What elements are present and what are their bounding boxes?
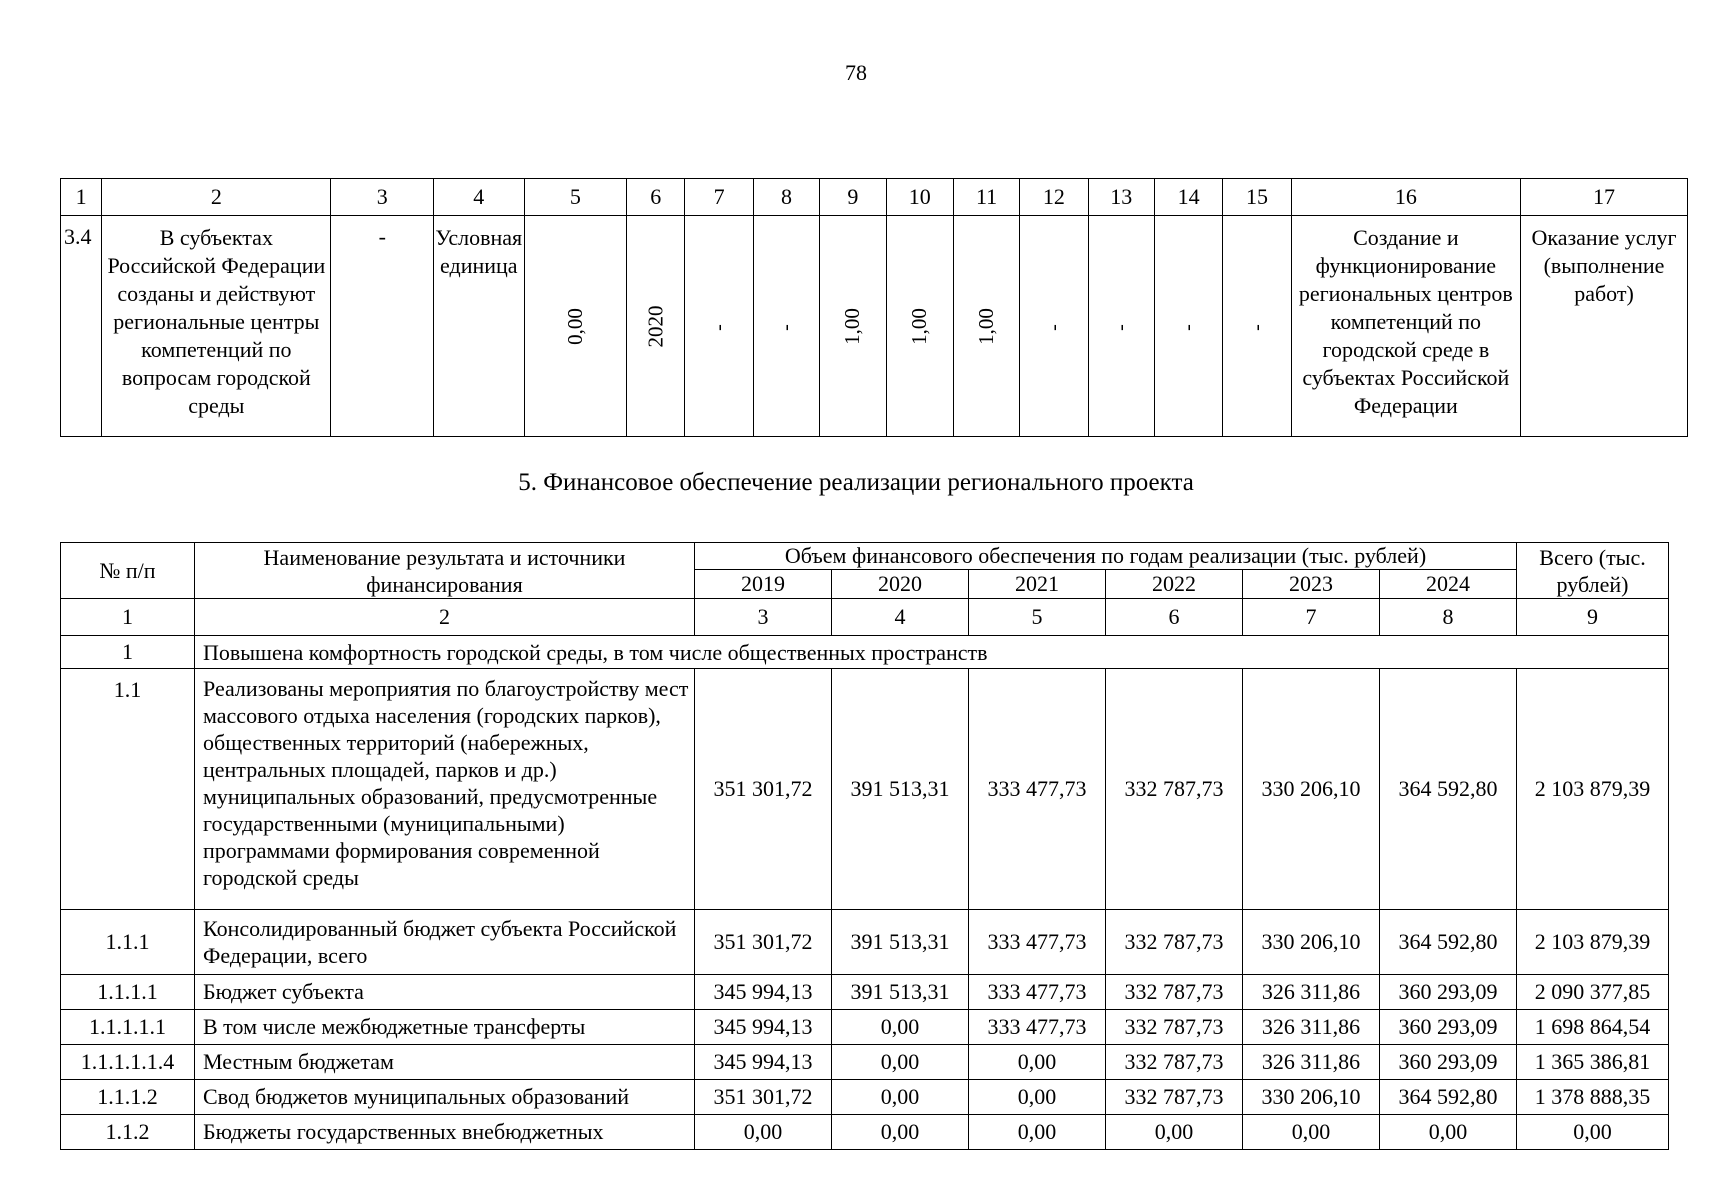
header-year: 2023: [1243, 570, 1380, 599]
row-number: 1.1.1.1.1: [61, 1010, 195, 1045]
value-cell: 360 293,09: [1380, 975, 1517, 1010]
value-cell: 364 592,80: [1380, 910, 1517, 975]
result-year: 2020: [643, 305, 668, 348]
header-cell: 11: [953, 179, 1019, 216]
value-cell: 0,00: [832, 1115, 969, 1150]
result-value: -: [1109, 324, 1132, 331]
header-name: Наименование результата и источники финансирования: [195, 543, 695, 599]
header-cell: 5: [524, 179, 627, 216]
total-cell: 1 365 386,81: [1517, 1045, 1669, 1080]
value-cell: 391 513,31: [832, 910, 969, 975]
page-number: 78: [845, 60, 867, 85]
header-total: Всего (тыс. рублей): [1517, 543, 1669, 599]
result-cell: [627, 216, 685, 437]
finance-header-row: [61, 543, 1669, 570]
result-cell: [1154, 216, 1222, 437]
result-value: -: [1042, 324, 1065, 331]
section-title: 5. Финансовое обеспечение реализации регионального проекта: [518, 469, 1194, 496]
value-cell: 0,00: [832, 1010, 969, 1045]
result-value: -: [774, 324, 797, 331]
result-unit: Условная единица: [434, 216, 525, 437]
result-cell: [820, 216, 886, 437]
value-cell: 391 513,31: [832, 975, 969, 1010]
total-cell: 2 103 879,39: [1517, 910, 1669, 975]
total-cell: 2 103 879,39: [1517, 669, 1669, 910]
table-row: [61, 1010, 1669, 1045]
value-cell: 351 301,72: [695, 910, 832, 975]
result-cell: [886, 216, 953, 437]
value-cell: 351 301,72: [695, 1080, 832, 1115]
header-cell: 3: [331, 179, 434, 216]
table-row: [61, 669, 1669, 910]
header-cell: 7: [685, 179, 753, 216]
result-cell: [685, 216, 753, 437]
finance-table: [60, 542, 1669, 1150]
value-cell: 332 787,73: [1106, 975, 1243, 1010]
value-cell: 332 787,73: [1106, 1045, 1243, 1080]
result-value: -: [1177, 324, 1200, 331]
value-cell: 0,00: [832, 1080, 969, 1115]
row-number: 1.1.1.2: [61, 1080, 195, 1115]
finance-section-row: [61, 636, 1669, 669]
row-name: Консолидированный бюджет субъекта Российской Федерации, всего: [195, 910, 695, 975]
result-value: 0,00: [562, 308, 587, 345]
header-cell: 13: [1088, 179, 1154, 216]
result-value: 1,00: [907, 308, 932, 345]
result-cell: [953, 216, 1019, 437]
value-cell: 0,00: [969, 1115, 1106, 1150]
total-cell: 1 378 888,35: [1517, 1080, 1669, 1115]
header-year: 2020: [832, 570, 969, 599]
value-cell: 332 787,73: [1106, 669, 1243, 910]
result-value: -: [1245, 324, 1268, 331]
index-cell: 4: [832, 599, 969, 636]
result-cell: [1223, 216, 1291, 437]
header-cell: 4: [434, 179, 525, 216]
header-cell: 1: [61, 179, 102, 216]
value-cell: 332 787,73: [1106, 1010, 1243, 1045]
result-cell: [1088, 216, 1154, 437]
total-cell: 0,00: [1517, 1115, 1669, 1150]
result-value: 1,00: [840, 308, 865, 345]
result-row: [61, 216, 1688, 437]
value-cell: 360 293,09: [1380, 1010, 1517, 1045]
row-number: 1.1.2: [61, 1115, 195, 1150]
value-cell: 345 994,13: [695, 1045, 832, 1080]
finance-index-row: [61, 599, 1669, 636]
table-row: [61, 910, 1669, 975]
result-cell: -: [331, 216, 434, 437]
value-cell: 0,00: [969, 1080, 1106, 1115]
index-cell: 6: [1106, 599, 1243, 636]
header-year: 2024: [1380, 570, 1517, 599]
value-cell: 326 311,86: [1243, 975, 1380, 1010]
value-cell: 364 592,80: [1380, 669, 1517, 910]
value-cell: 330 206,10: [1243, 910, 1380, 975]
header-cell: 6: [627, 179, 685, 216]
value-cell: 345 994,13: [695, 1010, 832, 1045]
result-cell: [753, 216, 819, 437]
row-number: 1.1.1: [61, 910, 195, 975]
value-cell: 333 477,73: [969, 669, 1106, 910]
value-cell: 333 477,73: [969, 910, 1106, 975]
header-cell: 16: [1291, 179, 1520, 216]
result-type: Оказание услуг (выполнение работ): [1520, 216, 1687, 437]
value-cell: 332 787,73: [1106, 1080, 1243, 1115]
value-cell: 332 787,73: [1106, 910, 1243, 975]
table-row: [61, 1115, 1669, 1150]
table-row: [61, 1080, 1669, 1115]
header-years-group: Объем финансового обеспечения по годам реализации (тыс. рублей): [695, 543, 1517, 570]
result-cell: [1020, 216, 1088, 437]
value-cell: 364 592,80: [1380, 1080, 1517, 1115]
header-cell: 10: [886, 179, 953, 216]
index-cell: 3: [695, 599, 832, 636]
value-cell: 326 311,86: [1243, 1045, 1380, 1080]
table-row: [61, 975, 1669, 1010]
value-cell: 0,00: [1380, 1115, 1517, 1150]
value-cell: 326 311,86: [1243, 1010, 1380, 1045]
row-number: 1: [61, 636, 195, 669]
value-cell: 0,00: [969, 1045, 1106, 1080]
value-cell: 333 477,73: [969, 1010, 1106, 1045]
value-cell: 0,00: [1243, 1115, 1380, 1150]
value-cell: 330 206,10: [1243, 1080, 1380, 1115]
results-header-row: [61, 179, 1688, 216]
row-name: Реализованы мероприятия по благоустройству мест массового отдыха населения (городских парков), общественных территорий (набережных, центральных площадей, парков и др.) муниципальных образований, предусмотренные государственными (муниципальными) программами формирования современной городской среды: [195, 669, 695, 910]
header-cell: 15: [1223, 179, 1291, 216]
row-number: 1.1: [61, 669, 195, 910]
total-cell: 1 698 864,54: [1517, 1010, 1669, 1045]
table-row: [61, 1045, 1669, 1080]
result-name: В субъектах Российской Федерации созданы и действуют региональные центры компетенций по вопросам городской среды: [102, 216, 331, 437]
result-cell: [524, 216, 627, 437]
row-name: Местным бюджетам: [195, 1045, 695, 1080]
header-year: 2019: [695, 570, 832, 599]
header-cell: 14: [1154, 179, 1222, 216]
value-cell: 0,00: [695, 1115, 832, 1150]
result-number: 3.4: [61, 216, 102, 437]
header-year: 2021: [969, 570, 1106, 599]
value-cell: 0,00: [832, 1045, 969, 1080]
index-cell: 2: [195, 599, 695, 636]
value-cell: 360 293,09: [1380, 1045, 1517, 1080]
index-cell: 7: [1243, 599, 1380, 636]
row-name: Бюджет субъекта: [195, 975, 695, 1010]
index-cell: 5: [969, 599, 1106, 636]
value-cell: 391 513,31: [832, 669, 969, 910]
row-name: Свод бюджетов муниципальных образований: [195, 1080, 695, 1115]
header-cell: 17: [1520, 179, 1687, 216]
index-cell: 1: [61, 599, 195, 636]
result-value: 1,00: [974, 308, 999, 345]
header-cell: 8: [753, 179, 819, 216]
result-description: Создание и функционирование региональных центров компетенций по городской среде в субъектах Российской Федерации: [1291, 216, 1520, 437]
value-cell: 330 206,10: [1243, 669, 1380, 910]
value-cell: 345 994,13: [695, 975, 832, 1010]
header-cell: 2: [102, 179, 331, 216]
total-cell: 2 090 377,85: [1517, 975, 1669, 1010]
results-table: [60, 178, 1688, 437]
header-year: 2022: [1106, 570, 1243, 599]
row-name: Бюджеты государственных внебюджетных: [195, 1115, 695, 1150]
index-cell: 9: [1517, 599, 1669, 636]
row-name: Повышена комфортность городской среды, в том числе общественных пространств: [195, 636, 1669, 669]
row-number: 1.1.1.1: [61, 975, 195, 1010]
row-number: 1.1.1.1.1.4: [61, 1045, 195, 1080]
value-cell: 0,00: [1106, 1115, 1243, 1150]
value-cell: 351 301,72: [695, 669, 832, 910]
header-cell: 9: [820, 179, 886, 216]
header-number: № п/п: [61, 543, 195, 599]
header-cell: 12: [1020, 179, 1088, 216]
row-name: В том числе межбюджетные трансферты: [195, 1010, 695, 1045]
index-cell: 8: [1380, 599, 1517, 636]
result-value: -: [707, 324, 730, 331]
value-cell: 333 477,73: [969, 975, 1106, 1010]
